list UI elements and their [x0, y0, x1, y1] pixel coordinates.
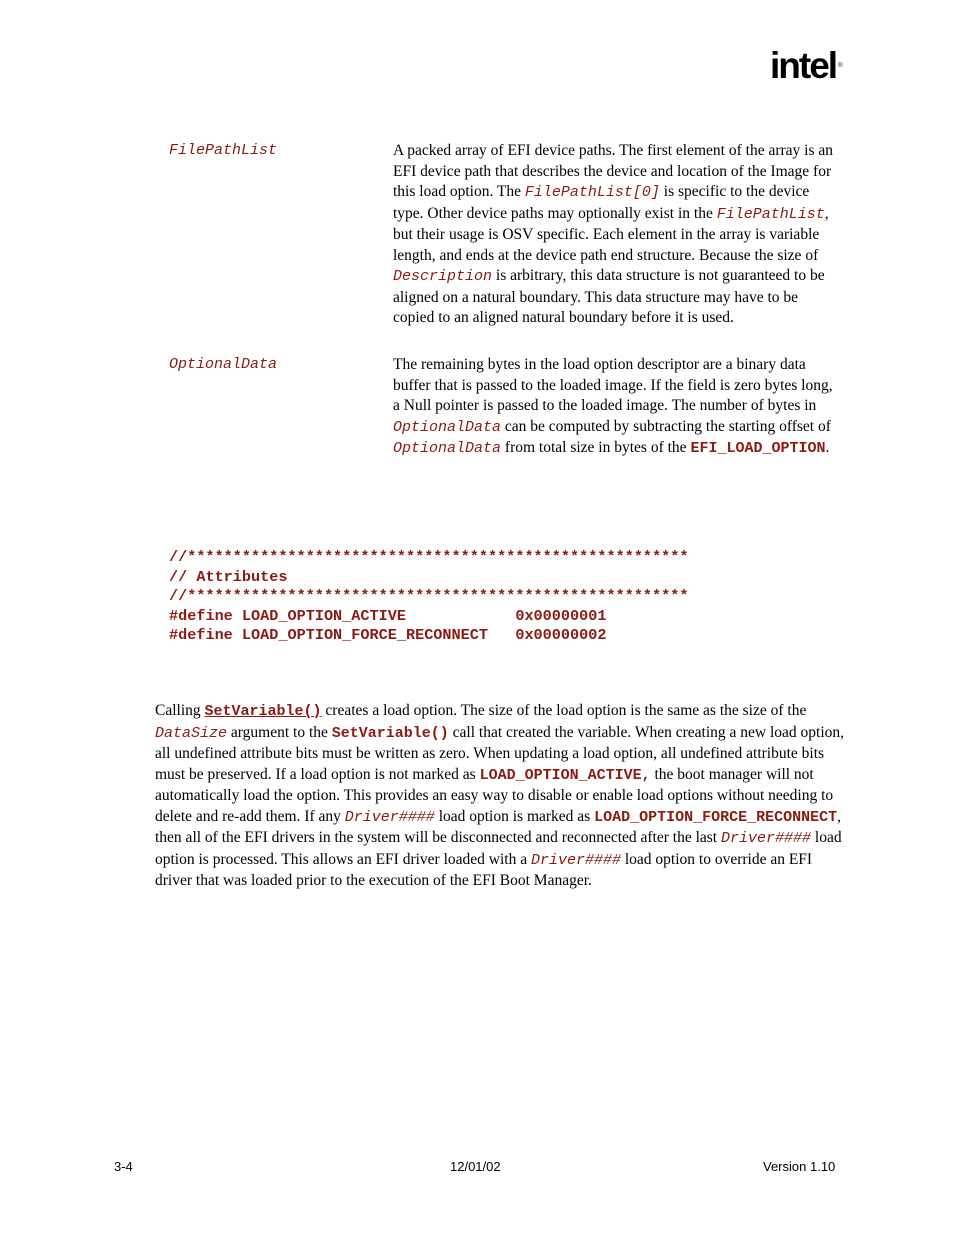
code-line: //*******************************************************	[169, 548, 689, 566]
text-run: the boot manager will not automatically load the option. This provides an easy way to disable or enable load options without needing to delete and re-add them. If any	[155, 765, 834, 825]
code-term: LOAD_OPTION_ACTIVE,	[479, 766, 651, 784]
text-run: can be computed by subtracting the starting offset of	[501, 417, 831, 435]
field-term-filepathlist: FilePathList	[169, 142, 278, 159]
text-run: load option is marked as	[434, 807, 595, 825]
footer-version: Version 1.10	[763, 1159, 836, 1174]
footer-date: 12/01/02	[450, 1159, 501, 1174]
text-run: load option to override an EFI driver that was loaded prior to the execution of the EFI Boot Manager.	[155, 850, 813, 889]
text-run: , but their usage is OSV specific. Each element in the array is variable length, and ends at the device path end structure. Because the size of	[393, 204, 829, 264]
code-term: OptionalData	[393, 418, 502, 436]
code-line: // Attributes	[169, 567, 288, 586]
field-term-optionaldata: OptionalData	[169, 356, 278, 373]
text-run: is arbitrary, this data structure is not guaranteed to be aligned on a natural boundary. This data structure may have to be copied to an aligned natural boundary before it is used.	[393, 267, 825, 326]
registered-mark: ®	[838, 63, 843, 69]
code-term: FilePathList	[716, 205, 825, 223]
code-term: EFI_LOAD_OPTION	[690, 440, 826, 457]
text-run: Calling	[155, 702, 205, 719]
text-run: The remaining bytes in the load option descriptor are a binary data buffer that is passed to the loaded image. If the field is zero bytes long, a Null pointer is passed to the loaded image. The number of bytes in	[393, 356, 833, 414]
footer-page-number: 3-4	[114, 1159, 133, 1174]
setvariable-link[interactable]: SetVariable()	[204, 703, 322, 720]
code-term: LOAD_OPTION_FORCE_RECONNECT	[594, 808, 838, 826]
code-term: Driver####	[530, 851, 621, 869]
text-run: load option is processed. This allows an EFI driver loaded with a	[155, 829, 842, 868]
intel-logo: intel ®	[770, 45, 843, 86]
code-block	[169, 548, 689, 646]
code-term: Driver####	[721, 830, 812, 847]
code-term: DataSize	[155, 724, 228, 742]
code-term: SetVariable()	[331, 724, 449, 742]
text-run: from total size in bytes of the	[501, 439, 691, 456]
text-run: argument to the	[227, 723, 332, 741]
field-desc-filepathlist	[393, 141, 843, 329]
field-desc-optionaldata	[393, 355, 843, 460]
text-run: creates a load option. The size of the load option is the same as the size of the	[321, 702, 807, 719]
code-term: Description	[393, 268, 493, 285]
text-run: , then all of the EFI drivers in the system will be disconnected and reconnected after the last	[155, 807, 842, 846]
text-run: A packed array of EFI device paths. The first element of the array is an EFI device path that describes the device and location of the Image for this load option. The	[393, 142, 834, 200]
code-line: //*******************************************************	[169, 587, 689, 605]
text-run: call that created the variable. When creating a new load option, all undefined attribute bits must be written as zero. When updating a load option, all undefined attribute bits must be preserved. If a load option is not marked as	[155, 723, 845, 783]
text-run: .	[825, 439, 830, 456]
code-line: #define LOAD_OPTION_ACTIVE 0x00000001	[169, 606, 607, 625]
code-term: FilePathList[0]	[524, 184, 660, 201]
code-term: Driver####	[344, 808, 435, 826]
code-line: #define LOAD_OPTION_FORCE_RECONNECT 0x00000002	[169, 626, 607, 644]
text-run: is specific to the device type. Other device paths may optionally exist in the	[393, 183, 810, 222]
body-paragraph	[155, 701, 847, 892]
code-term: OptionalData	[393, 440, 502, 457]
